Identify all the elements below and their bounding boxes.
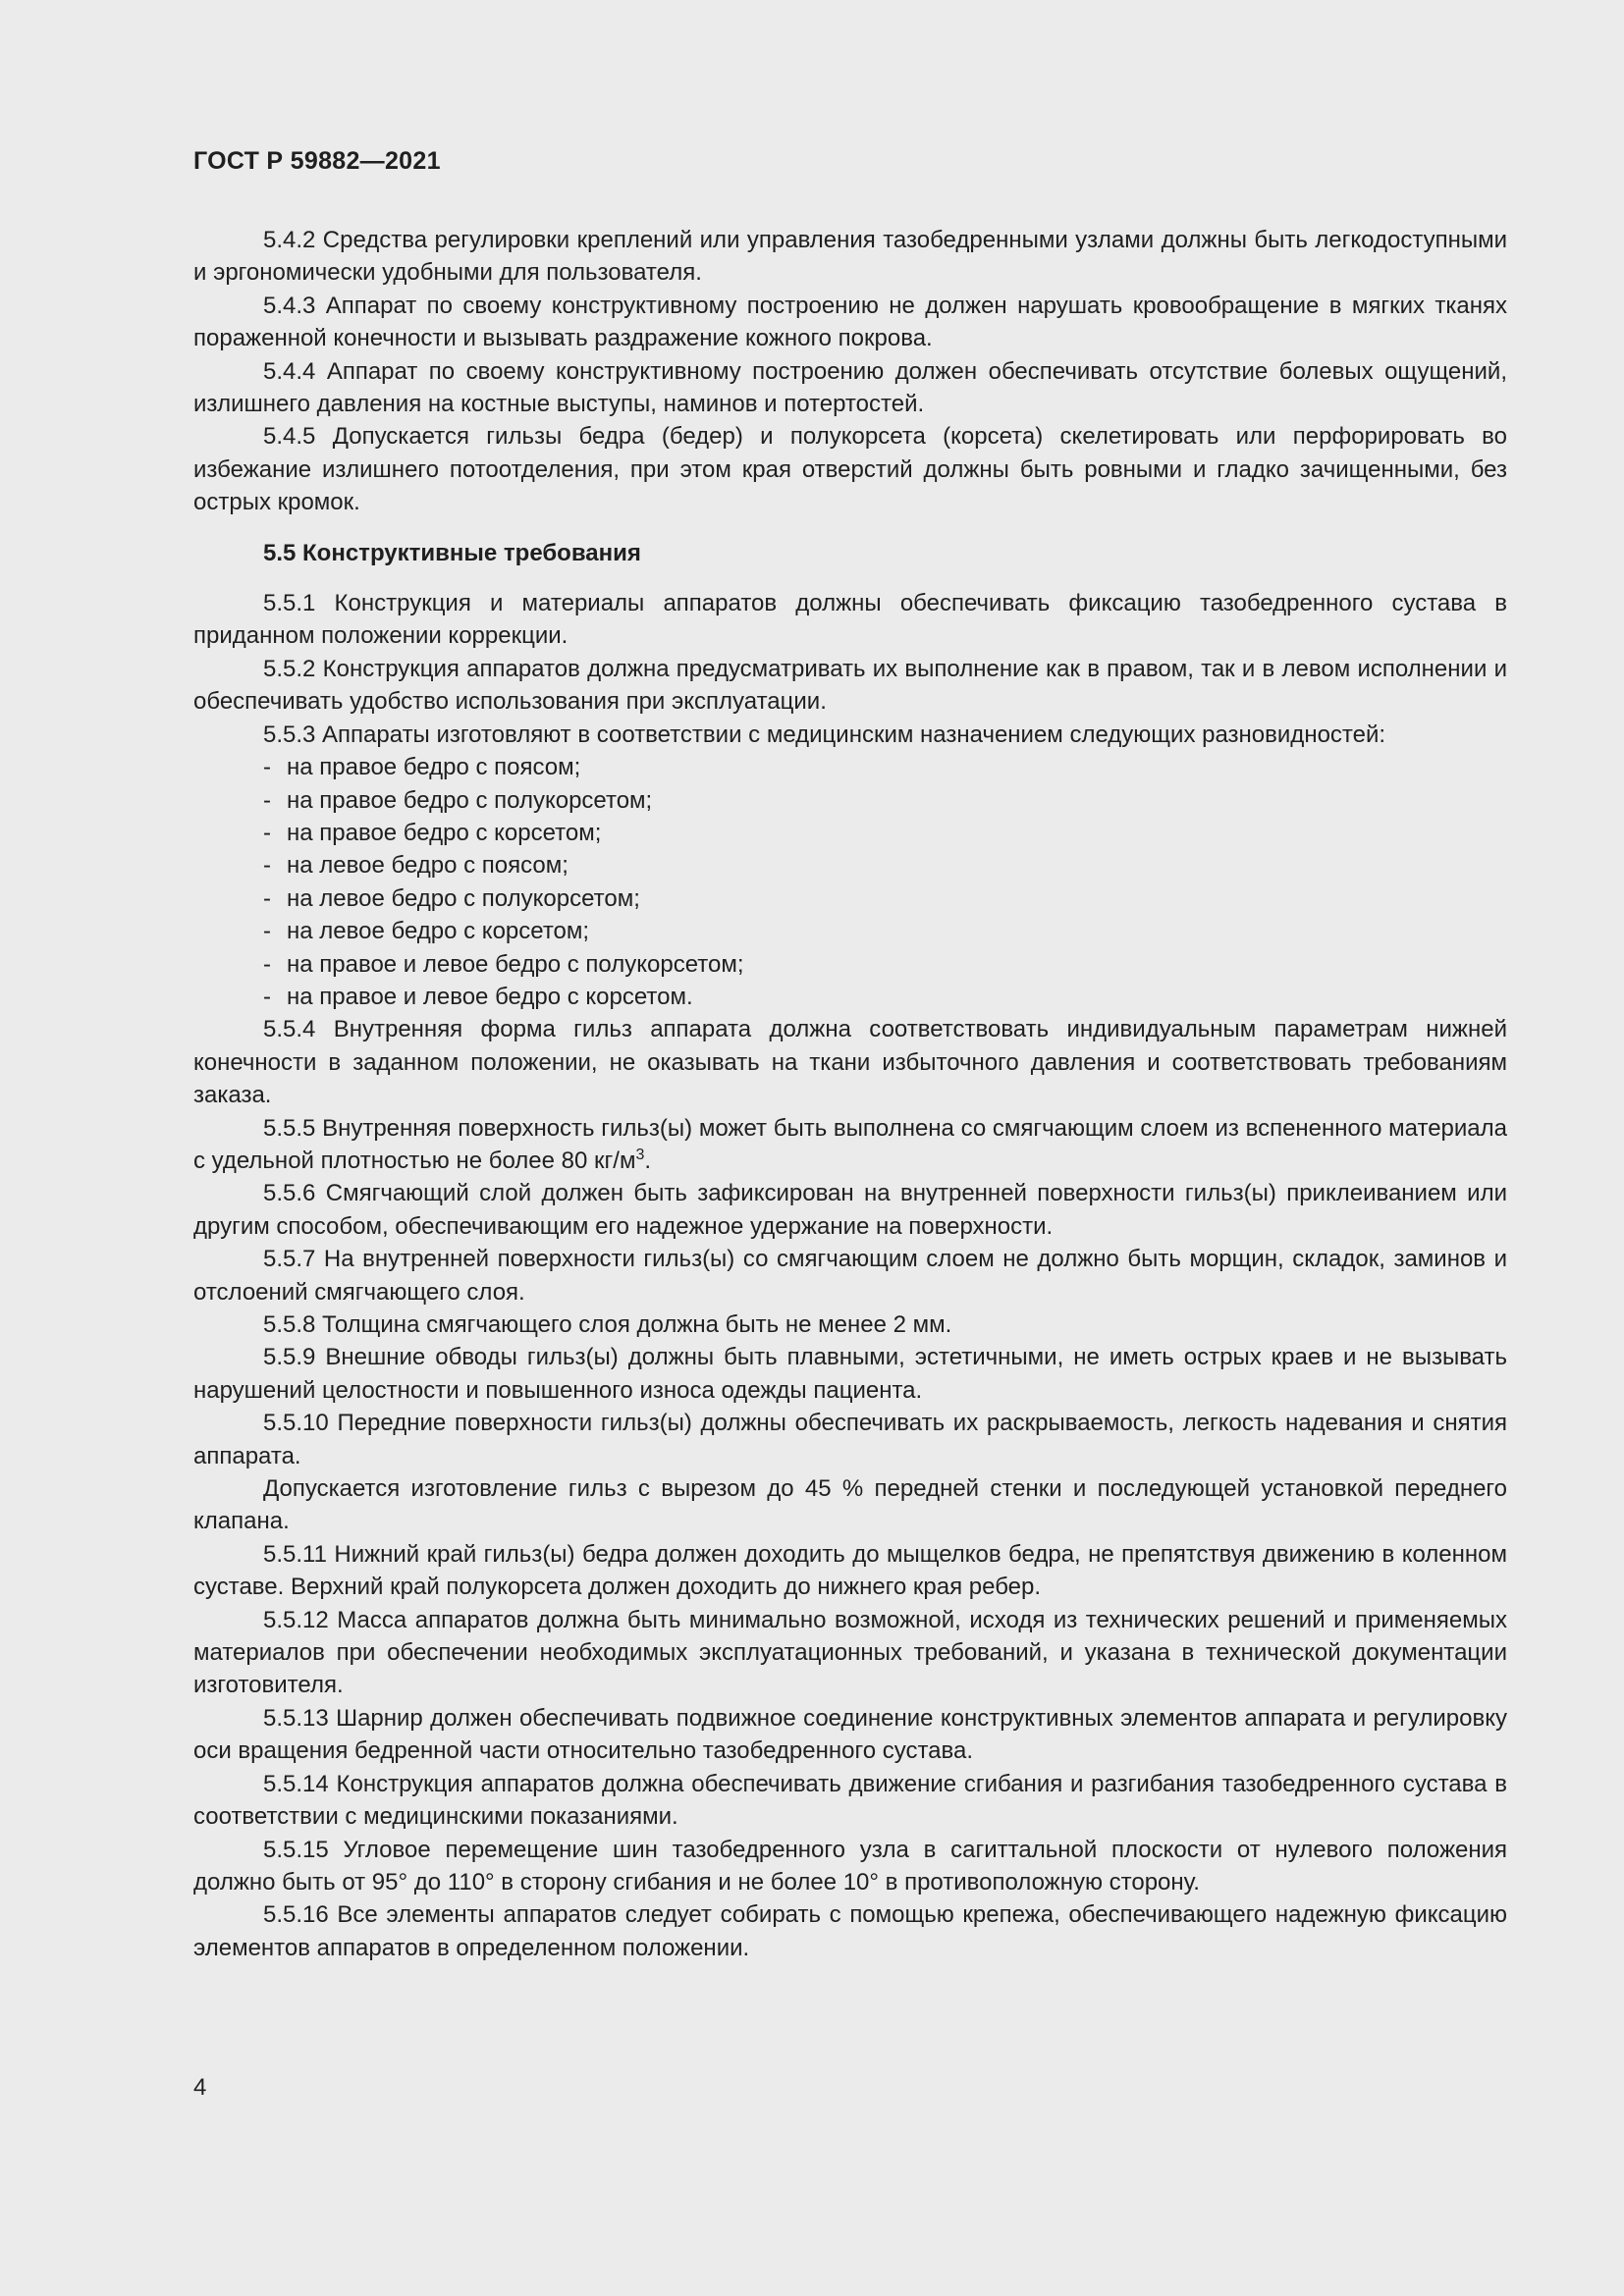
section-title-5-5: 5.5 Конструктивные требования — [263, 539, 641, 566]
paragraph-5-5-9: 5.5.9 Внешние обводы гильз(ы) должны быть плавными, эстетичными, не иметь острых краев и не вызывать нарушений целостности и повышенного износа одежды пациента. — [193, 1344, 1507, 1404]
paragraph-5-4-3: 5.4.3 Аппарат по своему конструктивному построению не должен нарушать кровообращение в мягких тканях пораженной конечности и вызывать раздражение кожного покрова. — [193, 292, 1507, 352]
paragraph-5-5-5-text: 5.5.5 Внутренняя поверхность гильз(ы) может быть выполнена со смягчающим слоем из вспененного материала с удельной плотностью не более 80 кг/м — [193, 1114, 1507, 1174]
list-item-text: на левое бедро с полукорсетом; — [287, 884, 640, 912]
paragraph-5-5-4: 5.5.4 Внутренняя форма гильз аппарата должна соответствовать индивидуальным параметрам нижней конечности в заданном положении, не оказывать на ткани избыточного давления и соответствовать требованиям заказа. — [193, 1016, 1507, 1109]
list-item-text: на правое и левое бедро с корсетом. — [287, 983, 693, 1010]
list-item — [193, 981, 1507, 1013]
list-item — [193, 849, 1507, 881]
list-item-text: на правое бедро с корсетом; — [287, 819, 602, 846]
list-item — [193, 817, 1507, 849]
superscript-3: 3 — [635, 1146, 645, 1163]
paragraph-5-5-2: 5.5.2 Конструкция аппаратов должна предусматривать их выполнение как в правом, так и в левом исполнении и обеспечивать удобство использования при эксплуатации. — [193, 655, 1507, 716]
list-item-text: на правое бедро с полукорсетом; — [287, 786, 653, 814]
paragraph-5-4-2: 5.4.2 Средства регулировки креплений или управления тазобедренными узлами должны быть легкодоступными и эргономически удобными для пользователя. — [193, 227, 1507, 287]
paragraph-5-4-4: 5.4.4 Аппарат по своему конструктивному построению должен обеспечивать отсутствие болевых ощущений, излишнего давления на костные выступы, наминов и потертостей. — [193, 357, 1507, 418]
document-header: ГОСТ Р 59882—2021 — [193, 147, 441, 175]
dash-mark: - — [263, 884, 271, 912]
paragraph-5-5-15: 5.5.15 Угловое перемещение шин тазобедренного узла в сагиттальной плоскости от нулевого положения должно быть от 95° до 110° в сторону сгибания и не более 10° в противоположную сторону. — [193, 1836, 1507, 1896]
paragraph-5-5-13: 5.5.13 Шарнир должен обеспечивать подвижное соединение конструктивных элементов аппарата и регулировку оси вращения бедренной части относительно тазобедренного сустава. — [193, 1704, 1507, 1765]
dash-mark: - — [263, 786, 271, 814]
paragraph-5-5-11: 5.5.11 Нижний край гильз(ы) бедра должен доходить до мыщелков бедра, не препятствуя движению в коленном суставе. Верхний край полукорсета должен доходить до нижнего края ребер. — [193, 1540, 1507, 1601]
page-number: 4 — [193, 2074, 207, 2101]
list-item — [193, 784, 1507, 817]
paragraph-5-5-16: 5.5.16 Все элементы аппаратов следует собирать с помощью крепежа, обеспечивающего надежную фиксацию элементов аппаратов в определенном положении. — [193, 1901, 1507, 1961]
list-item — [193, 751, 1507, 783]
list-item — [193, 948, 1507, 981]
dash-mark: - — [263, 918, 271, 945]
list-item — [193, 915, 1507, 947]
list-item-text: на левое бедро с корсетом; — [287, 918, 590, 945]
paragraph-5-5-6: 5.5.6 Смягчающий слой должен быть зафиксирован на внутренней поверхности гильз(ы) приклеиванием или другим способом, обеспечивающим его надежное удержание на поверхности. — [193, 1180, 1507, 1240]
paragraph-5-5-14: 5.5.14 Конструкция аппаратов должна обеспечивать движение сгибания и разгибания тазобедренного сустава в соответствии с медицинскими показаниями. — [193, 1770, 1507, 1831]
dash-mark: - — [263, 950, 271, 978]
document-body — [193, 224, 1507, 1964]
paragraph-5-5-5-end: . — [644, 1147, 652, 1174]
dash-mark: - — [263, 852, 271, 880]
paragraph-5-5-10-note: Допускается изготовление гильз с вырезом до 45 % передней стенки и последующей установкой переднего клапана. — [193, 1475, 1507, 1535]
paragraph-5-5-12: 5.5.12 Масса аппаратов должна быть минимально возможной, исходя из технических решений и применяемых материалов при обеспечении необходимых эксплуатационных требований, и указана в технической документации изготовителя. — [193, 1606, 1507, 1699]
paragraph-5-5-7: 5.5.7 На внутренней поверхности гильз(ы) со смягчающим слоем не должно быть морщин, складок, заминов и отслоений смягчающего слоя. — [193, 1246, 1507, 1306]
variants-list — [193, 751, 1507, 1013]
list-item-text: на правое бедро с поясом; — [287, 754, 581, 781]
paragraph-5-5-1: 5.5.1 Конструкция и материалы аппаратов должны обеспечивать фиксацию тазобедренного сустава в приданном положении коррекции. — [193, 590, 1507, 650]
dash-mark: - — [263, 983, 271, 1010]
list-item-text: на левое бедро с поясом; — [287, 852, 568, 880]
dash-mark: - — [263, 819, 271, 846]
paragraph-5-5-10: 5.5.10 Передние поверхности гильз(ы) должны обеспечивать их раскрываемость, легкость надевания и снятия аппарата. — [193, 1410, 1507, 1469]
dash-mark: - — [263, 754, 271, 781]
paragraph-5-4-5: 5.4.5 Допускается гильзы бедра (бедер) и полукорсета (корсета) скелетировать или перфорировать во избежание излишнего потоотделения, при этом края отверстий должны быть ровными и гладко зачищенными, без острых кромок. — [193, 423, 1507, 516]
list-item-text: на правое и левое бедро с полукорсетом; — [287, 950, 744, 978]
list-item — [193, 882, 1507, 915]
paragraph-5-5-8: 5.5.8 Толщина смягчающего слоя должна быть не менее 2 мм. — [263, 1311, 952, 1338]
paragraph-5-5-3: 5.5.3 Аппараты изготовляют в соответствии с медицинским назначением следующих разновидностей: — [263, 721, 1386, 748]
paragraph-5-5-5 — [193, 1112, 1507, 1178]
